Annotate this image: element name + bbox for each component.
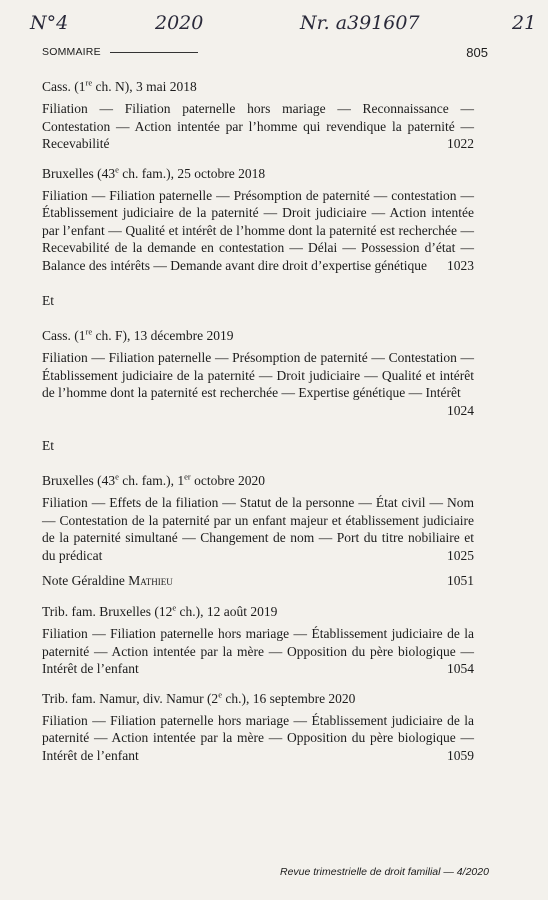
note-author: Mathieu (128, 573, 173, 588)
entry-page-number: 1022 (447, 136, 474, 151)
entry-page-number: 1023 (447, 257, 474, 273)
handwritten-corner-number: 21 (512, 12, 537, 34)
entry-page-number: 1054 (447, 661, 474, 676)
entry-page-number: 1024 (447, 402, 474, 418)
page-header (42, 46, 488, 62)
handwritten-reference: Nr. a391607 (300, 12, 420, 34)
entry-summary: Filiation — Filiation paternelle hors mariage — Établissement judiciaire de la paternité — Action intentée par la mère — Opposition du père biologique — Intérêt de l’enfant 1059 (42, 712, 474, 763)
page-footer: Revue trimestrielle de droit familial — 4/2020 (280, 866, 489, 878)
entry-summary: Filiation — Filiation paternelle — Présomption de paternité — contestation — Établissement judiciaire de la paternité — Droit judiciaire — Action intentée par l’enfant — Qualité et intérêt de l’homme dont la paternité est recherchée — Recevabilité de la demande en contestation — Délai — Possession d’état — Balance des intérêts — Demande avant dire droit d’expertise génétique 1023 (42, 187, 474, 273)
note-page-number: 1051 (447, 573, 474, 588)
entry-page-number: 1025 (447, 547, 474, 563)
court-heading: Cass. (1re ch. F), 13 décembre 2019 (42, 326, 234, 343)
entry-summary: Filiation — Effets de la filiation — Statut de la personne — État civil — Nom — Contestation de la paternité par un enfant majeur et établissement judiciaire de la paternité simultané — Changement de nom — Port du titre nobiliaire et du prédicat 1025 (42, 495, 474, 563)
note-author-line: Note Géraldine Mathieu 1051 (42, 573, 474, 588)
handwritten-issue-number: N°4 (30, 12, 69, 34)
toc-entry (42, 327, 474, 419)
toc-entry (42, 165, 474, 275)
court-heading: Trib. fam. Namur, div. Namur (2e ch.), 16 septembre 2020 (42, 689, 356, 706)
entry-page-number: 1059 (447, 747, 474, 763)
toc-entry (42, 690, 474, 765)
handwritten-annotation (0, 8, 548, 38)
entry-summary: Filiation — Filiation paternelle hors mariage — Établissement judiciaire de la paternité — Action intentée par la mère — Opposition du père biologique — Intérêt de l’enfant 1054 (42, 626, 474, 676)
court-heading: Trib. fam. Bruxelles (12e ch.), 12 août 2019 (42, 602, 278, 619)
toc-entry (42, 472, 474, 564)
handwritten-year: 2020 (155, 12, 204, 34)
court-heading: Cass. (1re ch. N), 3 mai 2018 (42, 77, 197, 94)
entry-summary: Filiation — Filiation paternelle hors mariage — Reconnaissance — Contestation — Action intentée par l’homme qui revendique la paternité — Recevabilité 1022 (42, 101, 474, 151)
separator-et: Et (42, 438, 54, 453)
separator-et: Et (42, 293, 54, 308)
court-heading: Bruxelles (43e ch. fam.), 1er octobre 2020 (42, 471, 265, 488)
entry-summary: Filiation — Filiation paternelle — Présomption de paternité — Contestation — Établissement judiciaire de la paternité — Droit judiciaire — Qualité et intérêt de l’homme dont la paternité est recherchée — Expertise génétique — Intérêt 1024 (42, 350, 474, 418)
toc-entry (42, 603, 474, 678)
toc-entry (42, 78, 474, 153)
table-of-contents (42, 78, 474, 776)
header-title: SOMMAIRE (42, 46, 101, 58)
court-heading: Bruxelles (43e ch. fam.), 25 octobre 2018 (42, 164, 266, 181)
header-rule (110, 52, 198, 53)
page-number: 805 (466, 45, 488, 60)
